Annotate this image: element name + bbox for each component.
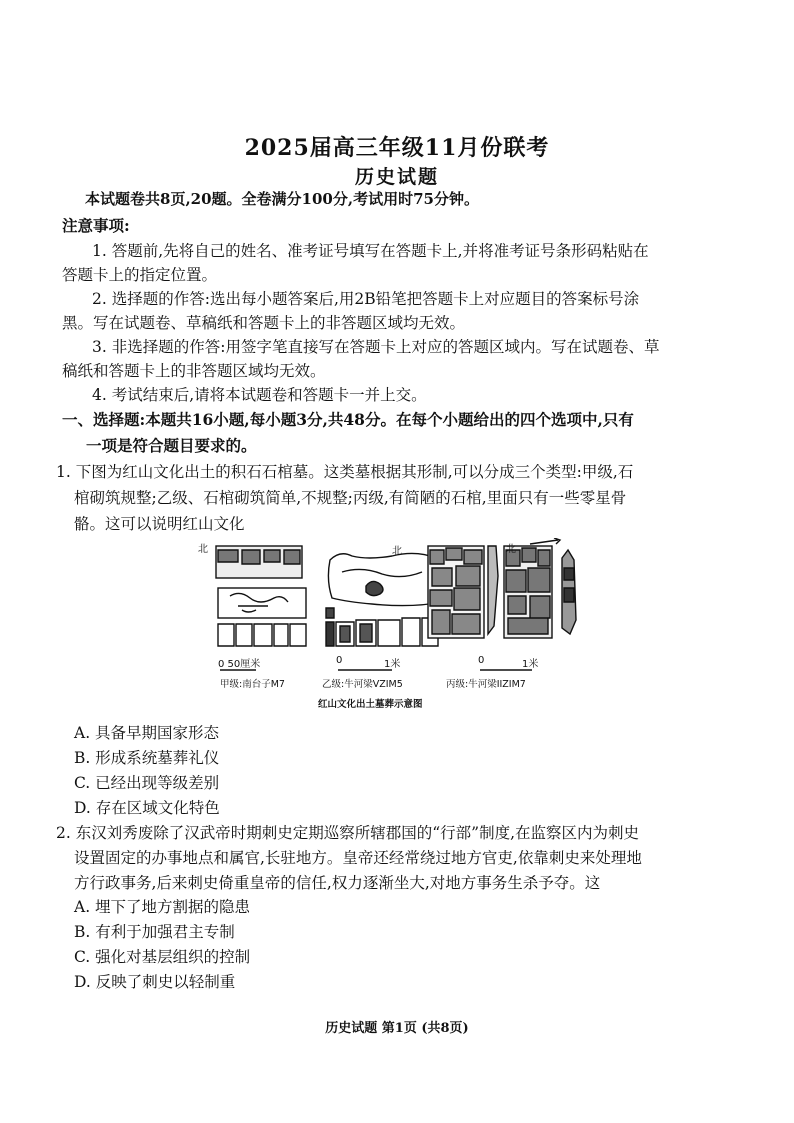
question-2-stem: 设置固定的办事地点和属官,长驻地方。皇帝还经常绕过地方官吏,依靠刺史来处理地 (74, 849, 642, 867)
question-2-stem: 2. 东汉刘秀废除了汉武帝时期刺史定期巡察所辖郡国的“行部”制度,在监察区内为刺史 (56, 824, 639, 842)
exam-info: 本试题卷共8页,20题。全卷满分100分,考试用时75分钟。 (85, 190, 479, 208)
exam-title: 2025届高三年级11月份联考 (244, 135, 550, 161)
north-label-c: 北 (506, 544, 516, 555)
exam-subject: 历史试题 (354, 166, 439, 188)
page-footer: 历史试题 第1页 (共8页) (325, 1021, 469, 1036)
question-1-stem: 骼。这可以说明红山文化 (74, 515, 245, 533)
q2-option-a: A. 埋下了地方割据的隐患 (74, 898, 251, 916)
q2-option-b: B. 有利于加强君主专制 (74, 923, 235, 941)
scale-b-start: 0 (336, 655, 343, 666)
notice-line: 稿纸和答题卡上的非答题区域均无效。 (62, 362, 326, 380)
notice-line: 答题卡上的指定位置。 (62, 266, 218, 284)
scale-b-end: 1米 (384, 659, 401, 670)
q1-option-d: D. 存在区域文化特色 (74, 799, 220, 817)
section-heading-cont: 一项是符合题目要求的。 (86, 436, 257, 455)
notice-line: 1. 答题前,先将自己的姓名、准考证号填写在答题卡上,并将准考证号条形码粘贴在 (92, 242, 649, 260)
scale-a: 0 50厘米 (218, 659, 261, 670)
tomb-figure (190, 538, 600, 716)
label-tomb-a: 甲级:南台子M7 (220, 679, 285, 690)
label-tomb-c: 丙级:牛河梁IIZIM7 (446, 679, 526, 690)
q2-option-d: D. 反映了刺史以轻制重 (74, 973, 236, 991)
notice-heading: 注意事项: (62, 216, 130, 235)
notice-line: 4. 考试结束后,请将本试题卷和答题卡一并上交。 (92, 386, 427, 404)
north-label-a: 北 (198, 544, 208, 555)
notice-line: 3. 非选择题的作答:用签字笔直接写在答题卡上对应的答题区域内。写在试题卷、草 (92, 338, 660, 356)
section-heading: 一、选择题:本题共16小题,每小题3分,共48分。在每个小题给出的四个选项中,只有 (62, 410, 634, 429)
q1-option-b: B. 形成系统墓葬礼仪 (74, 749, 220, 767)
question-1-stem: 1. 下图为红山文化出土的积石石棺墓。这类墓根据其形制,可以分成三个类型:甲级,石 (56, 463, 634, 481)
notice-line: 黑。写在试题卷、草稿纸和答题卡上的非答题区域均无效。 (62, 314, 466, 332)
scale-c-start: 0 (478, 655, 485, 666)
label-tomb-b: 乙级:牛河梁VZIM5 (322, 679, 403, 690)
notice-line: 2. 选择题的作答:选出每小题答案后,用2B铅笔把答题卡上对应题目的答案标号涂 (92, 290, 640, 308)
scale-c-end: 1米 (522, 659, 539, 670)
q2-option-c: C. 强化对基层组织的控制 (74, 948, 251, 966)
question-1-stem: 棺砌筑规整;乙级、石棺砌筑简单,不规整;丙级,有简陋的石棺,里面只有一些零星骨 (74, 489, 627, 507)
q1-option-c: C. 已经出现等级差别 (74, 774, 220, 792)
figure-caption: 红山文化出土墓葬示意图 (318, 699, 423, 710)
question-2-stem: 方行政事务,后来刺史倚重皇帝的信任,权力逐渐坐大,对地方事务生杀予夺。这 (74, 874, 601, 892)
q1-option-a: A. 具备早期国家形态 (74, 724, 220, 742)
north-label-b: 北 (392, 546, 402, 557)
